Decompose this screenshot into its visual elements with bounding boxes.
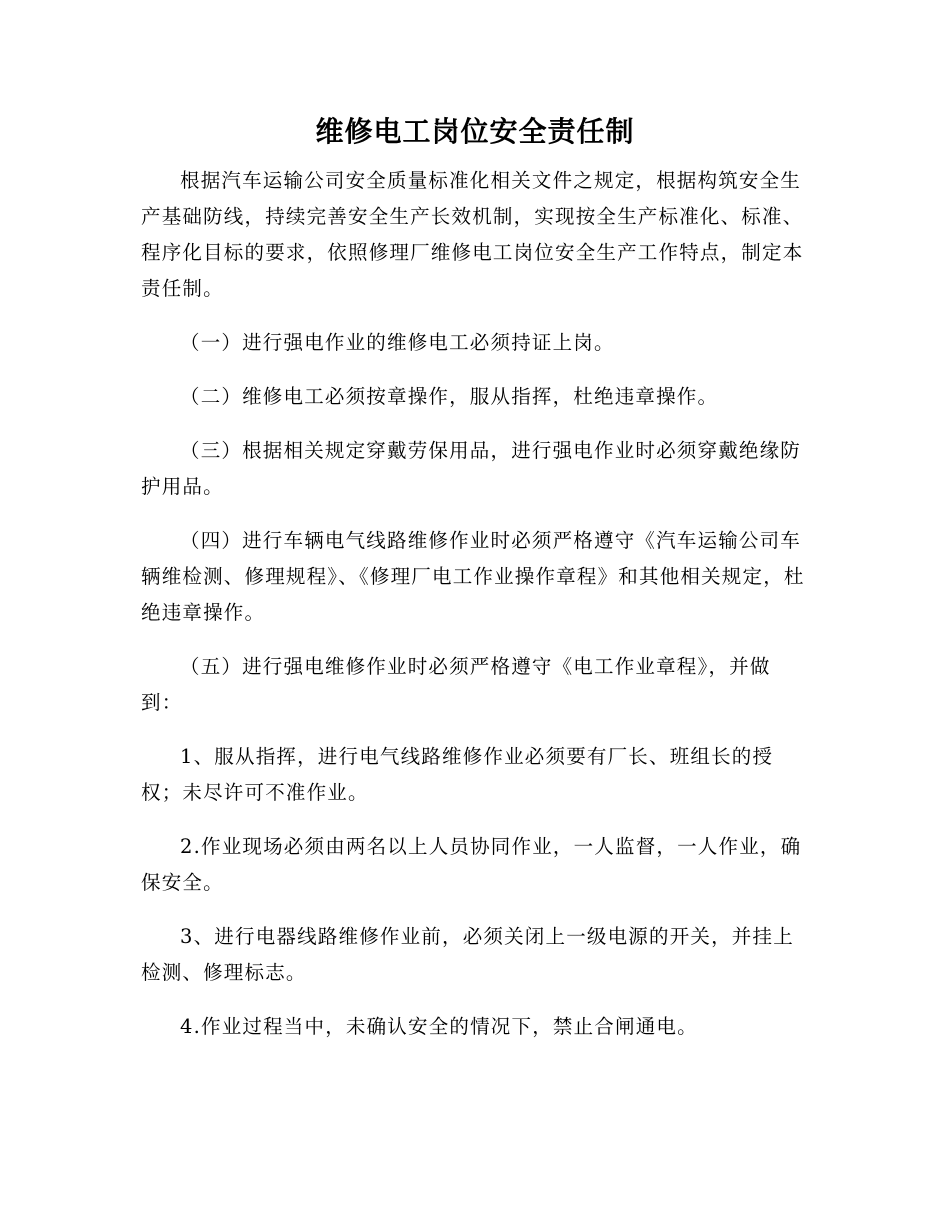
sub-item-2: 2.作业现场必须由两名以上人员协同作业，一人监督，一人作业，确保安全。 [141,835,802,894]
sub-item-3: 3、进行电器线路维修作业前，必须关闭上一级电源的开关，并挂上检测、修理标志。 [141,925,794,984]
sub-item-4: 4.作业过程当中，未确认安全的情况下，禁止合闸通电。 [180,1015,698,1038]
intro-paragraph: 根据汽车运输公司安全质量标准化相关文件之规定，根据构筑安全生产基础防线，持续完善安全生产长效机制，实现按全生产标准化、标准、程序化目标的要求，依照修理厂维修电工岗位安全生产工作特点，制定本责任制。 [141,169,804,300]
clause-1: （一）进行强电作业的维修电工必须持证上岗。 [180,331,615,354]
document-body [141,163,809,1063]
document-title: 维修电工岗位安全责任制 [315,115,635,148]
clause-2: （二）维修电工必须按章操作，服从指挥，杜绝违章操作。 [180,385,719,408]
clause-4: （四）进行车辆电气线路维修作业时必须严格遵守《汽车运输公司车辆维检测、修理规程》、《修理厂电工作业操作章程》和其他相关规定，杜绝违章操作。 [141,529,805,624]
sub-item-1: 1、服从指挥，进行电气线路维修作业必须要有厂长、班组长的授权；未尽许可不准作业。 [141,745,774,804]
clause-5: （五）进行强电维修作业时必须严格遵守《电工作业章程》，并做到： [141,655,771,714]
clause-3: （三）根据相关规定穿戴劳保用品，进行强电作业时必须穿戴绝缘防护用品。 [141,439,802,498]
